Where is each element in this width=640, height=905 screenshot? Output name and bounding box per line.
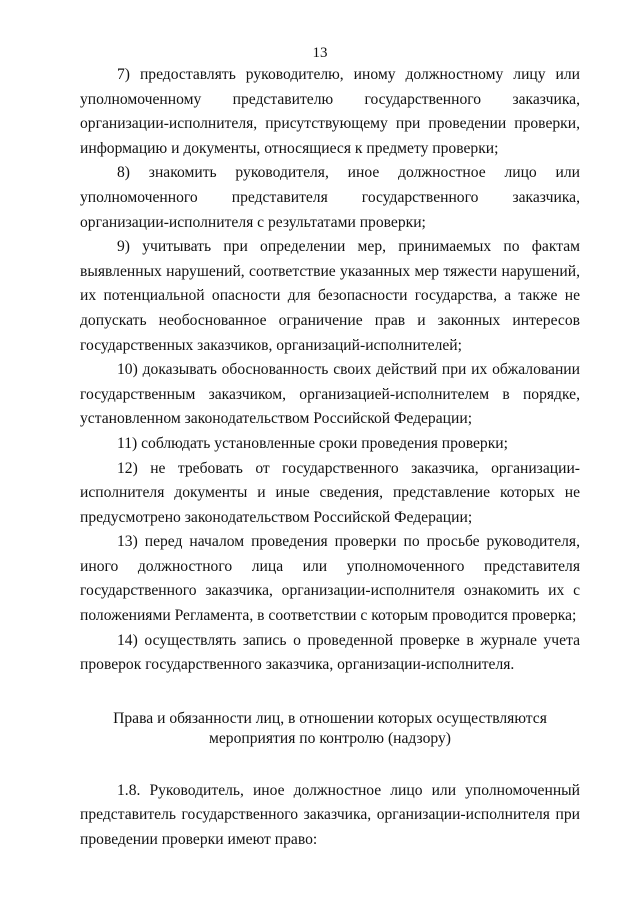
list-item-7: 7) предоставлять руководителю, иному должностному лицу или уполномоченному представителю государственного заказчика, организации-исполнителя, присутствующему при проведении проверки, информацию и документы, относящиеся к предмету проверки; [80, 66, 580, 157]
list-item-14: 14) осуществлять запись о проведенной проверке в журнале учета проверок государственного заказчика, организации-исполнителя. [80, 631, 580, 674]
page-number: 13 [312, 45, 328, 61]
section-heading-line-1: Права и обязанности лиц, в отношении которых осуществляются [113, 709, 547, 727]
list-item-10: 10) доказывать обоснованность своих действий при их обжаловании государственным заказчиком, организацией-исполнителем в порядке, установленном законодательством Российской Федерации; [80, 361, 580, 428]
clause-1-8: 1.8. Руководитель, иное должностное лицо или уполномоченный представитель государственного заказчика, организации-исполнителя при проведении проверки имеют право: [80, 781, 580, 849]
list-item-9: 9) учитывать при определении мер, принимаемых по фактам выявленных нарушений, соответствие указанных мер тяжести нарушений, их потенциальной опасности для безопасности государства, а также не допускать необоснованное ограничение прав и законных интересов государственных заказчиков, организаций-исполнителей; [80, 238, 580, 354]
section-heading-line-2: мероприятия по контролю (надзору) [209, 729, 451, 747]
section-heading [80, 709, 580, 749]
document-body [80, 63, 580, 853]
list-item-8: 8) знакомить руководителя, иное должностное лицо или уполномоченного представителя государственного заказчика, организации-исполнителя с результатами проверки; [80, 164, 580, 231]
list-item-13: 13) перед началом проведения проверки по просьбе руководителя, иного должностного лица или уполномоченного представителя государственного заказчика, организации-исполнителя ознакомить их с положениями Регламента, в соответствии с которым проводится проверка; [80, 533, 580, 625]
list-item-11: 11) соблюдать установленные сроки проведения проверки; [117, 434, 508, 452]
list-item-12: 12) не требовать от государственного заказчика, организации-исполнителя документы и иные сведения, представление которых не предусмотрено законодательством Российской Федерации; [80, 459, 580, 526]
